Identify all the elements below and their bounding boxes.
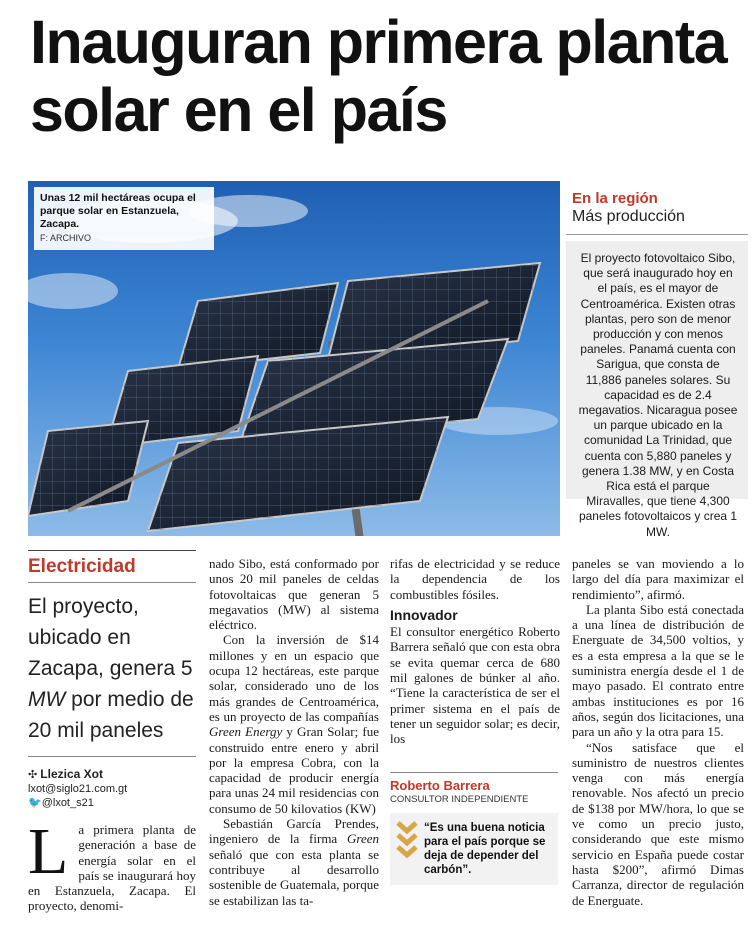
article-column-3	[390, 556, 560, 747]
sidebar-title: Más producción	[572, 208, 685, 225]
twitter-bird-icon: 🐦	[28, 797, 42, 809]
photo-caption	[34, 187, 214, 250]
quote-text: “Es una buena noticia para el país porque se deja de depender del carbón”.	[424, 822, 546, 876]
solar-panel-photo	[28, 181, 560, 536]
article-column-4	[572, 556, 744, 908]
col4-paragraph-1: paneles se van moviendo a lo largo del día para maximizar el rendimiento”, afirmó.	[572, 556, 744, 602]
col2-paragraph-2	[209, 632, 379, 816]
col2-paragraph-1: nado Sibo, está conformado por unos 20 mil paneles de celdas fotovoltaicas que generan 5 megavatios (MW) al sistema eléctrico.	[209, 556, 379, 633]
sidebar-body: El proyecto fotovoltaico Sibo, que será inaugurado hoy en el país, es el mayor de Centroamérica. Existen otras plantas, pero son de menor producción y con menos paneles. Panamá cuenta con Sarigua, que consta de 11,886 paneles solares. Su capacidad es de 2.4 megavatios. Nicaragua posee un parque ubicado en la comunidad La Trinidad, que cuenta con 5,880 paneles y genera 1.38 MW, y en Costa Rica está el parque Miravalles, que tiene 4,300 paneles fotovoltaicos y crea 1 MW.	[566, 241, 748, 499]
deck-text-a: El proyecto, ubicado en Zacapa, genera 5	[28, 595, 193, 680]
photo-caption-text: Unas 12 mil hectáreas ocupa el parque solar en Estanzuela, Zacapa.	[40, 192, 196, 230]
sidebar-kicker: En la región	[572, 190, 658, 207]
deck-text-b: por medio de 20 mil paneles	[28, 688, 194, 742]
deck-rule	[28, 756, 196, 757]
quote-rule	[390, 772, 558, 773]
headline: Inauguran primera planta solar en el país	[30, 8, 727, 144]
col1-text: a primera planta de generación a base de energía solar en el país se inaugurará hoy en Estanzuela, Zacapa. El proyecto, denomi-	[28, 822, 196, 914]
col2-p2-company: Green Energy	[209, 724, 283, 740]
drop-cap: L	[28, 815, 69, 888]
col3-paragraph-1: rifas de electricidad y se reduce la dependencia de los combustibles fósiles.	[390, 556, 560, 602]
col2-p3-a: Sebastián García Prendes, ingeniero de la firma	[209, 816, 379, 847]
author-email[interactable]: lxot@siglo21.com.gt	[28, 783, 128, 795]
lead-column	[28, 550, 196, 810]
quote-name: Roberto Barrera	[390, 778, 490, 793]
article-column-2	[209, 556, 379, 908]
author-twitter[interactable]: @lxot_s21	[41, 797, 94, 809]
byline	[28, 767, 196, 810]
lead-top-rule	[28, 550, 196, 551]
kicker-rule	[28, 582, 196, 583]
col3-paragraph-2: El consultor energético Roberto Barrera señaló que con esta obra se evita quemar cerca de 680 mil galones de búnker al año. “Tiene la característica de ser el primer sistema en el país de tener un seguidor solar; es decir, los	[390, 624, 560, 747]
quote-box	[390, 813, 558, 885]
col2-p3-b: señaló que con esta planta se contribuye al desarrollo sostenible de Guatemala, porque se estabilizan las ta-	[209, 846, 379, 908]
chevron-quote-icon	[396, 821, 424, 877]
article-deck	[28, 591, 196, 746]
section-kicker: Electricidad	[28, 556, 136, 577]
deck-unit: MW	[28, 688, 66, 711]
col2-p2-a: Con la inversión de $14 millones y en un espacio que ocupa 12 hectáreas, este parque solar, considerado uno de los más grandes de Centroamérica, es un proyecto de las compañías	[209, 632, 379, 724]
author-marker-icon: ✣	[28, 769, 41, 781]
col3-subhead: Innovador	[390, 606, 458, 623]
photo-credit: F: ARCHIVO	[40, 233, 92, 243]
col2-p2-b: y Gran Solar; fue construido entre enero y abril por la empresa Cobra, con la capacidad de producir energía para unas 24 mil residencias con consumo de 50 kilovatios (KW)	[209, 724, 380, 816]
author-name: Llezica Xot	[40, 767, 103, 781]
col4-paragraph-3: “Nos satisface que el suministro de nuestros clientes venga con más energía renovable. Nos afectó un precio de $138 por MW/hora, lo que se ve como un precio justo, considerando que este mismo servicio en España puede costar hasta $200”, afirmó Dimas Carranza, director de regulación de Energuate.	[572, 739, 744, 908]
article-column-1	[28, 815, 196, 914]
col4-paragraph-2: La planta Sibo está conectada a una línea de distribución de Energuate de 34,500 voltios, y es a esta empresa a la que se le suministra energía desde el 1 de mayo pasado. El contrato entre ambas instituciones es por 16 años, según dos licitaciones, una para un año y la otra para 15.	[572, 601, 744, 740]
region-sidebar	[566, 184, 748, 539]
col2-p3-firm: Green	[346, 831, 379, 847]
col2-paragraph-3	[209, 816, 379, 908]
pull-quote	[390, 772, 558, 885]
quote-role: CONSULTOR INDEPENDIENTE	[390, 794, 529, 805]
sidebar-divider	[566, 234, 748, 235]
